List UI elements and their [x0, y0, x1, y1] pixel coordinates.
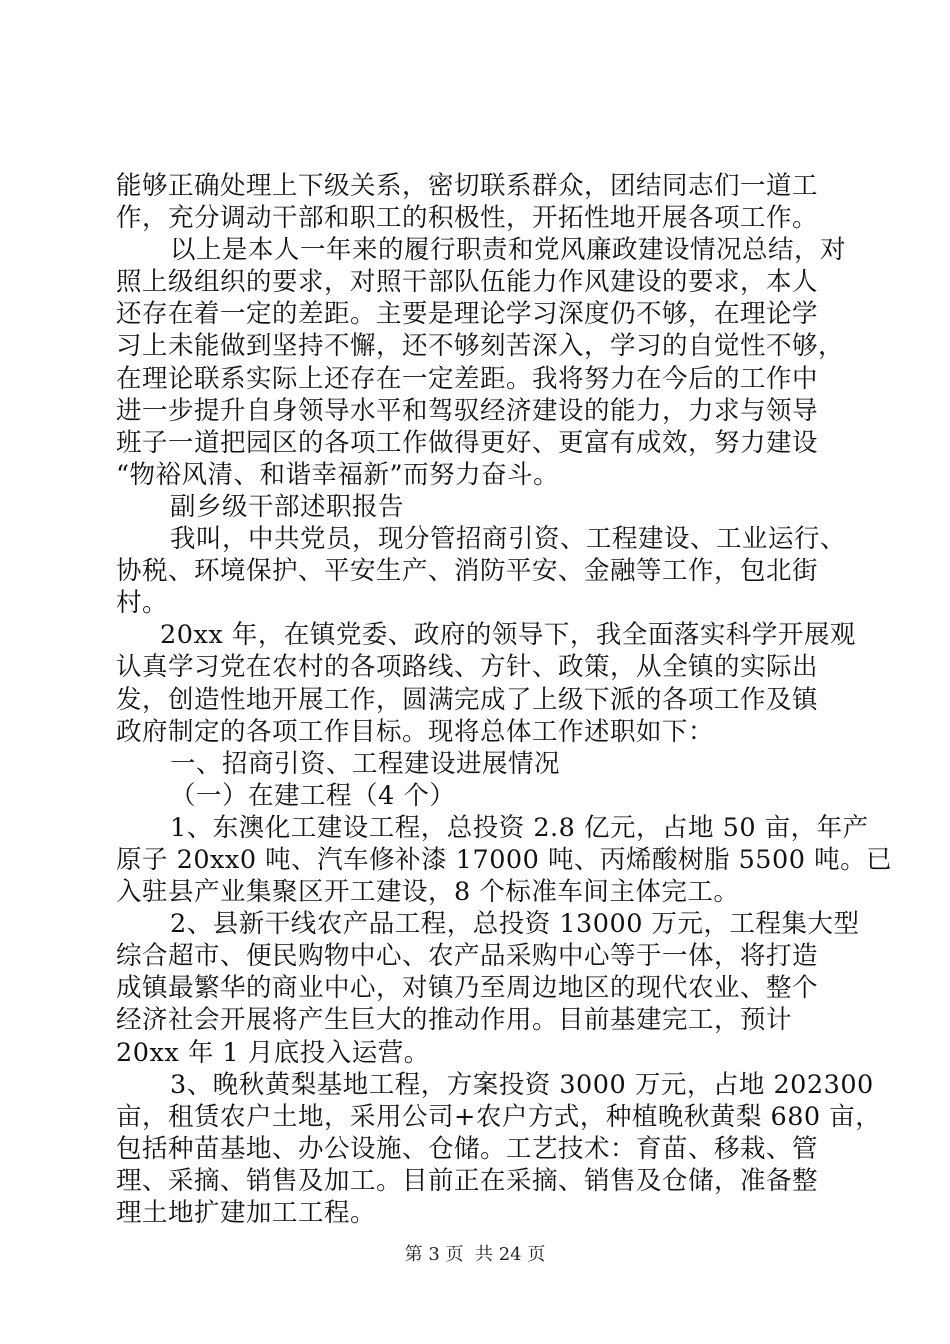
text-line: 认真学习党在农村的各项路线、方针、政策，从全镇的实际出: [116, 652, 819, 683]
page-number: 第 3 页 共 24 页: [404, 1244, 546, 1265]
text-line: 成镇最繁华的商业中心，对镇乃至周边地区的现代农业、整个: [116, 973, 819, 1004]
text-line: 进一步提升自身领导水平和驾驭经济建设的能力，力求与领导: [116, 395, 819, 426]
text-line: 协税、环境保护、平安生产、消防平安、金融等工作，包北街: [116, 556, 819, 587]
text-line: 入驻县产业集聚区开工建设，8 个标准车间主体完工。: [116, 877, 740, 908]
text-line: 我叫，中共党员，现分管招商引资、工程建设、工业运行、: [170, 524, 847, 555]
text-line: 经济社会开展将产生巨大的推动作用。目前基建完工，预计: [116, 1005, 793, 1036]
text-line: 政府制定的各项工作目标。现将总体工作述职如下：: [116, 716, 715, 747]
text-line: 亩，租赁农户土地，采用公司+农户方式，种植晚秋黄梨 680 亩，: [116, 1101, 882, 1132]
document-body: [116, 170, 893, 1229]
subsection-heading: （一）在建工程（4 个）: [170, 780, 456, 811]
text-line: 在理论联系实际上还存在一定差距。我将努力在今后的工作中: [116, 363, 819, 394]
text-line: 理、采摘、销售及加工。目前正在采摘、销售及仓储，准备整: [116, 1165, 819, 1196]
text-line: 以上是本人一年来的履行职责和党风廉政建设情况总结，对: [170, 235, 847, 266]
text-line: 作，充分调动干部和职工的积极性，开拓性地开展各项工作。: [116, 203, 819, 234]
section-heading: 副乡级干部述职报告: [170, 491, 405, 522]
text-line: 20xx 年，在镇党委、政府的领导下，我全面落实科学开展观: [160, 620, 856, 651]
text-line: 还存在着一定的差距。主要是理论学习深度仍不够，在理论学: [116, 299, 819, 330]
text-line: 村。: [116, 588, 169, 619]
section-heading: 一、招商引资、工程建设进展情况: [170, 748, 561, 779]
page-footer: [0, 1240, 950, 1266]
text-line: 照上级组织的要求，对照干部队伍能力作风建设的要求，本人: [116, 267, 819, 298]
text-line: 2、县新干线农产品工程，总投资 13000 万元，工程集大型: [170, 909, 860, 940]
text-line: 3、晚秋黄梨基地工程，方案投资 3000 万元，占地 202300: [170, 1069, 874, 1100]
text-line: 能够正确处理上下级关系，密切联系群众，团结同志们一道工: [116, 171, 819, 201]
text-line: 20xx 年 1 月底投入运营。: [116, 1037, 430, 1068]
text-line: 综合超市、便民购物中心、农产品采购中心等于一体，将打造: [116, 941, 819, 972]
text-line: 习上未能做到坚持不懈，还不够刻苦深入，学习的自觉性不够，: [116, 331, 845, 362]
text-line: 包括种苗基地、办公设施、仓储。工艺技术：育苗、移栽、管: [116, 1133, 819, 1164]
text-line: 原子 20xx0 吨、汽车修补漆 17000 吨、丙烯酸树脂 5500 吨。已: [116, 844, 893, 875]
text-line: 发，创造性地开展工作，圆满完成了上级下派的各项工作及镇: [116, 684, 819, 715]
text-line: 班子一道把园区的各项工作做得更好、更富有成效，努力建设: [116, 427, 819, 458]
text-line: 理土地扩建加工工程。: [116, 1198, 377, 1228]
text-line: “物裕风清、和谐幸福新”而努力奋斗。: [116, 459, 560, 490]
text-line: 1、东澳化工建设工程，总投资 2.8 亿元，占地 50 亩，年产: [170, 812, 869, 843]
